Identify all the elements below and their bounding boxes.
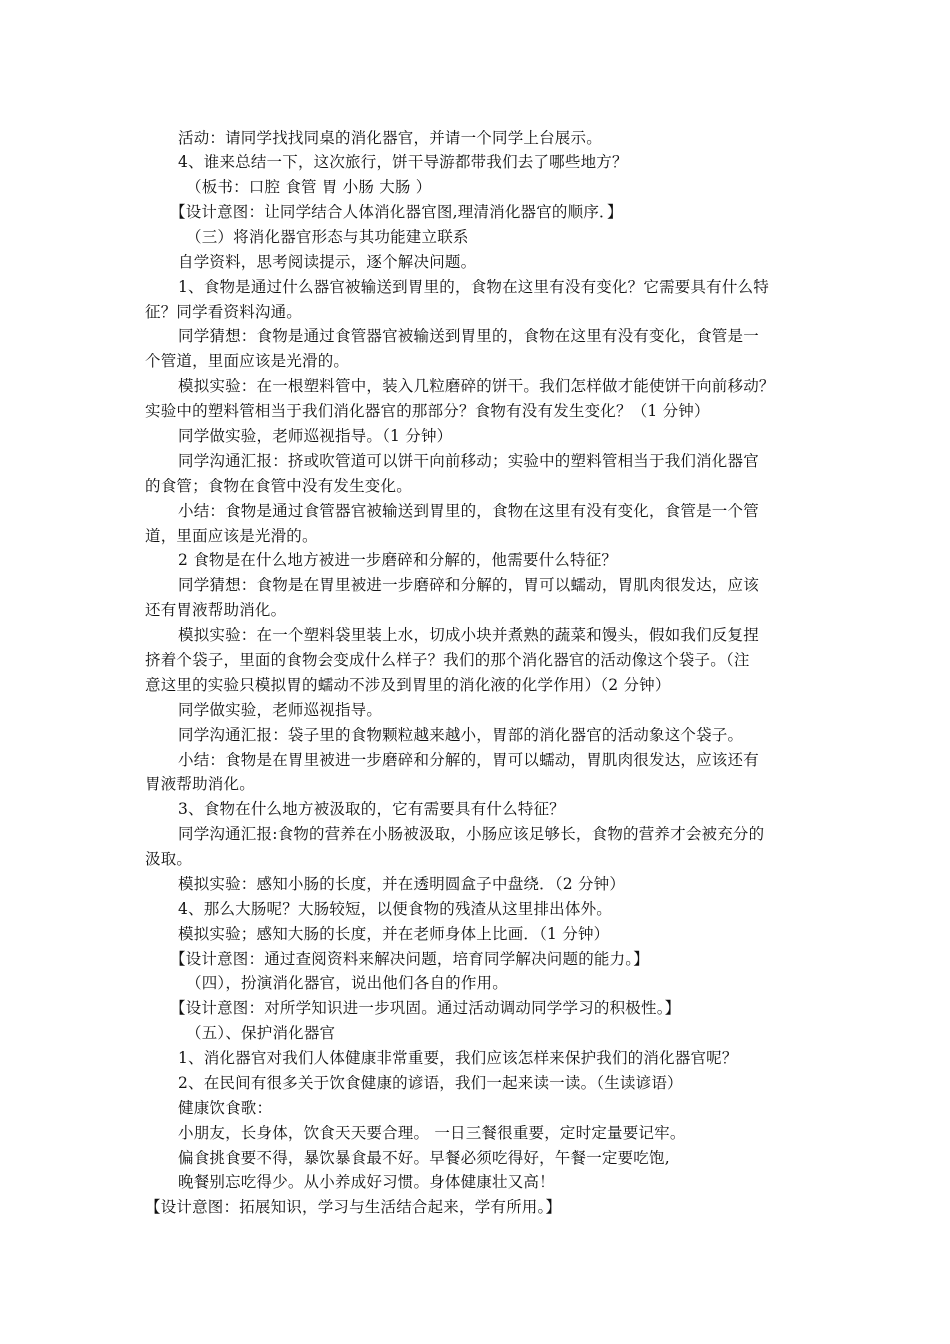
text-line: 同学沟通汇报：袋子里的食物颗粒越来越小，胃部的消化器官的活动象这个袋子。: [178, 726, 744, 744]
poem-line: 小朋友，长身体，饮食天天要合理。 一日三餐很重要，定时定量要记牢。: [178, 1124, 686, 1142]
text-line: 4、那么大肠呢？大肠较短，以便食物的残渣从这里排出体外。: [178, 900, 612, 918]
text-line: 个管道，里面应该是光滑的。: [145, 352, 350, 370]
text-line: 挤着个袋子，里面的食物会变成什么样子？我们的那个消化器官的活动像这个袋子。（注: [145, 651, 750, 669]
section-heading: （四），扮演消化器官，说出他们各自的作用。: [186, 974, 508, 992]
text-line: 健康饮食歌：: [178, 1099, 273, 1117]
text-line: 意这里的实验只模拟胃的蠕动不涉及到胃里的消化液的化学作用）（2 分钟）: [145, 676, 671, 694]
text-line: 1、消化器官对我们人体健康非常重要，我们应该怎样来保护我们的消化器官呢？: [178, 1049, 738, 1067]
text-line: 道，里面应该是光滑的。: [145, 527, 318, 545]
text-line: 还有胃液帮助消化。: [145, 601, 287, 619]
text-line: 模拟实验：感知小肠的长度，并在透明圆盒子中盘绕．（2 分钟）: [178, 875, 626, 893]
text-line: 小结：食物是通过食管器官被输送到胃里的，食物在这里有没有变化，食管是一个管: [178, 502, 759, 520]
text-line: 同学做实验，老师巡视指导。: [178, 701, 383, 719]
text-line: 同学沟通汇报:食物的营养在小肠被汲取，小肠应该足够长，食物的营养才会被充分的: [178, 825, 765, 843]
section-heading: （三）将消化器官形态与其功能建立联系: [186, 228, 469, 246]
text-line: 征？同学看资料沟通。: [145, 303, 303, 321]
text-line: 模拟实验：在一根塑料管中，装入几粒磨碎的饼干。我们怎样做才能使饼干向前移动？: [178, 377, 775, 395]
text-line: 2 食物是在什么地方被进一步磨碎和分解的，他需要什么特征？: [178, 551, 618, 569]
text-line: 4、谁来总结一下，这次旅行，饼干导游都带我们去了哪些地方？: [178, 153, 628, 171]
design-intent: 【设计意图：对所学知识进一步巩固。通过活动调动同学学习的积极性。】: [170, 999, 681, 1017]
design-intent: 【设计意图：让同学结合人体消化器官图,理清消化器官的顺序．】: [170, 203, 623, 221]
text-line: 活动：请同学找找同桌的消化器官，并请一个同学上台展示。: [178, 129, 602, 147]
text-line: 小结：食物是在胃里被进一步磨碎和分解的，胃可以蠕动，胃肌肉很发达，应该还有: [178, 751, 759, 769]
section-heading: （五）、保护消化器官: [186, 1024, 336, 1042]
poem-line: 晚餐别忘吃得少。从小养成好习惯。身体健康壮又高！: [178, 1173, 555, 1191]
text-line: 汲取。: [145, 850, 193, 868]
text-line: 同学做实验，老师巡视指导。（1 分钟）: [178, 427, 453, 445]
text-line: 同学沟通汇报：挤或吹管道可以饼干向前移动；实验中的塑料管相当于我们消化器官: [178, 452, 759, 470]
text-line: 实验中的塑料管相当于我们消化器官的那部分？食物有没有发生变化？（1 分钟）: [145, 402, 710, 420]
text-line: 的食管；食物在食管中没有发生变化。: [145, 477, 412, 495]
text-line: 2、在民间有很多关于饮食健康的谚语，我们一起来读一读。（生读谚语）: [178, 1074, 683, 1092]
text-line: 3、食物在什么地方被汲取的，它有需要具有什么特征？: [178, 800, 565, 818]
text-line: 1、食物是通过什么器官被输送到胃里的，食物在这里有没有变化？它需要具有什么特: [178, 278, 769, 296]
text-line: 模拟实验；感知大肠的长度，并在老师身体上比画．（1 分钟）: [178, 925, 610, 943]
text-line: 胃液帮助消化。: [145, 775, 255, 793]
design-intent: 【设计意图：拓展知识，学习与生活结合起来，学有所用。】: [145, 1198, 562, 1216]
text-line: 自学资料，思考阅读提示，逐个解决问题。: [178, 253, 477, 271]
poem-line: 偏食挑食要不得，暴饮暴食最不好。早餐必须吃得好，午餐一定要吃饱,: [178, 1149, 670, 1167]
design-intent: 【设计意图：通过查阅资料来解决问题，培育同学解决问题的能力。】: [170, 950, 649, 968]
blackboard-note: （板书：口腔 食管 胃 小肠 大肠 ）: [186, 178, 432, 196]
text-line: 同学猜想：食物是在胃里被进一步磨碎和分解的，胃可以蠕动，胃肌肉很发达，应该: [178, 576, 759, 594]
text-line: 模拟实验：在一个塑料袋里装上水，切成小块并煮熟的蔬菜和馒头，假如我们反复捏: [178, 626, 759, 644]
text-line: 同学猜想：食物是通过食管器官被输送到胃里的，食物在这里有没有变化，食管是一: [178, 327, 759, 345]
